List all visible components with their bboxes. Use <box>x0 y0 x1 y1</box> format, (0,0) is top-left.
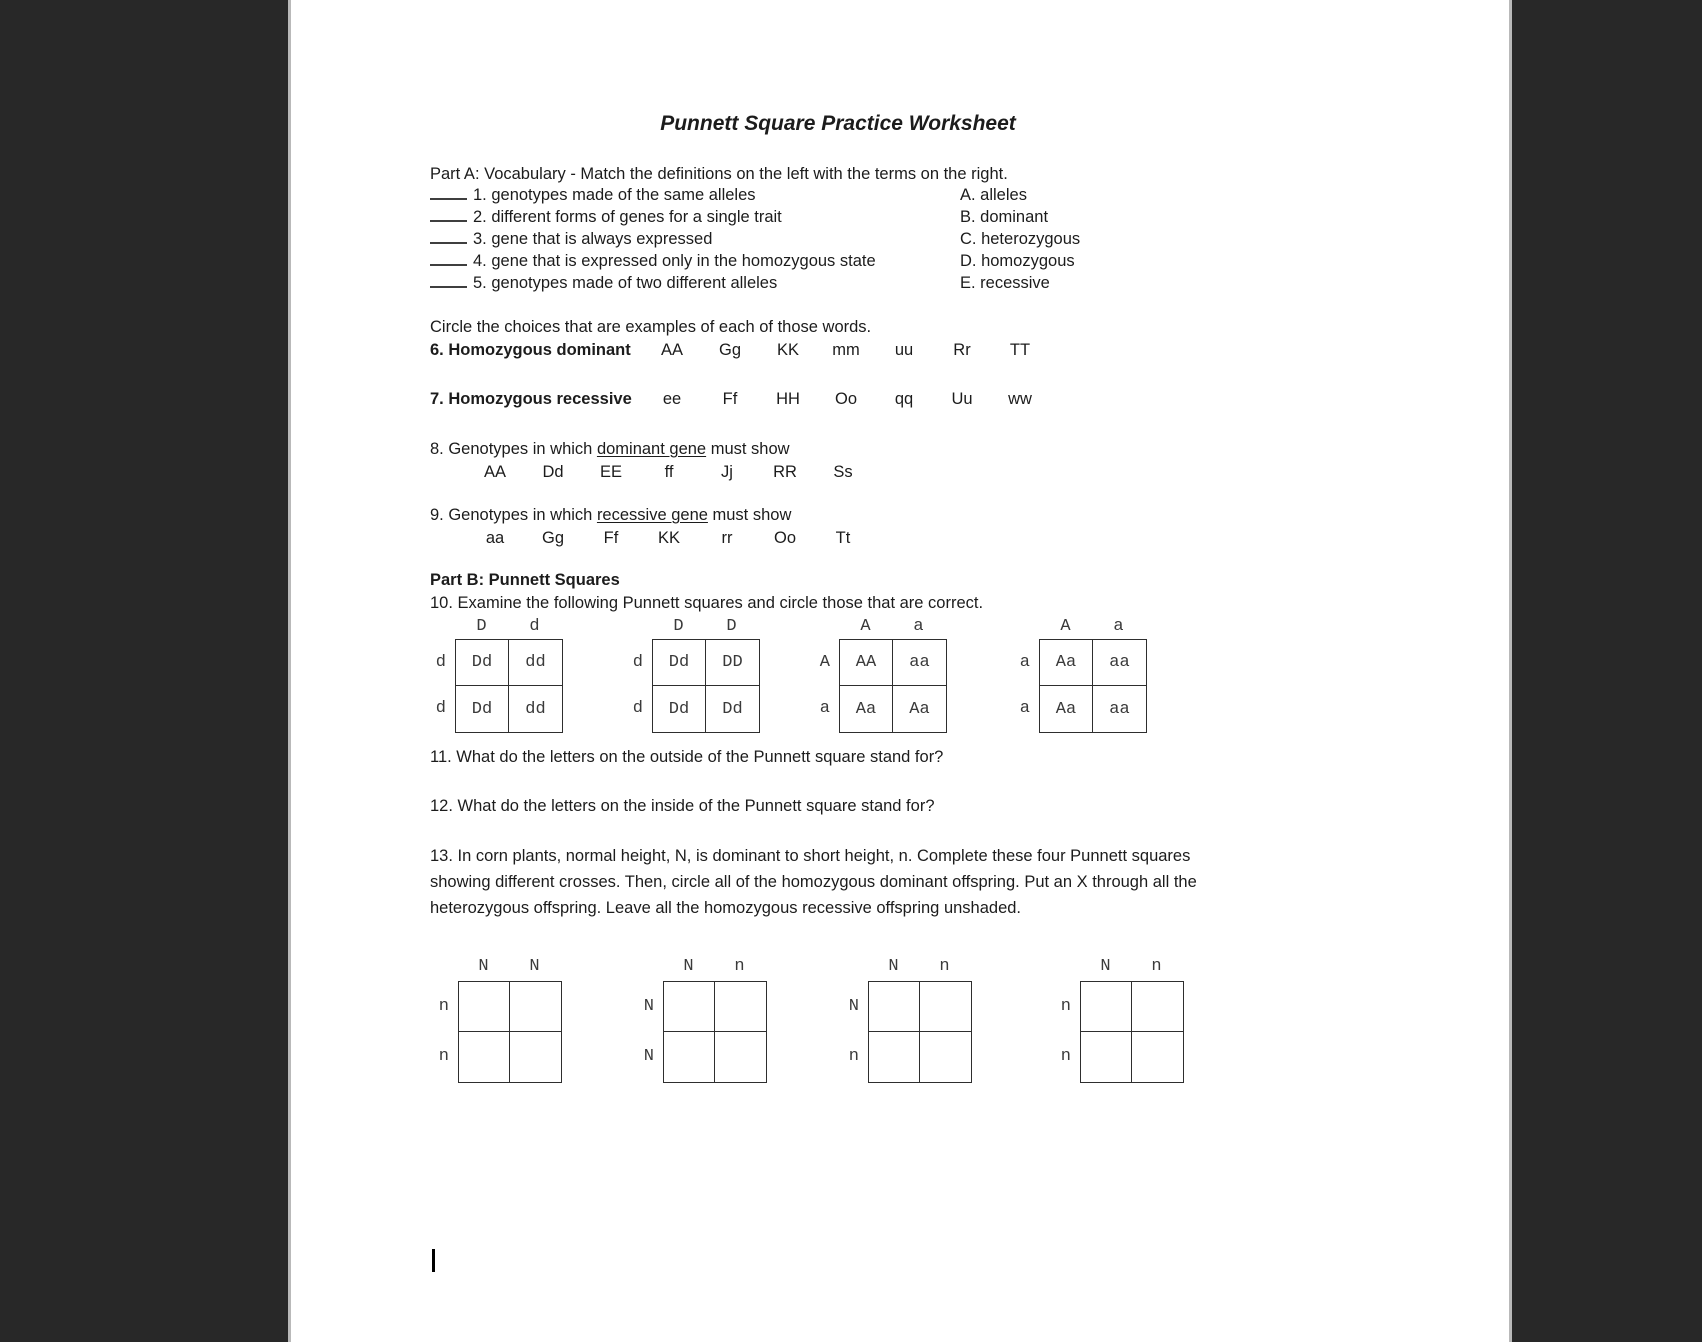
punnett-cell: AA <box>840 640 893 686</box>
punnett-row-labels <box>427 639 455 733</box>
punnett-row-label: d <box>435 652 446 672</box>
punnett-cell <box>715 982 766 1032</box>
punnett-cell: Aa <box>1040 640 1093 686</box>
genotype-option: mm <box>832 341 860 359</box>
punnett-row-label: n <box>438 1046 449 1066</box>
genotype-option: Jj <box>721 463 733 481</box>
punnett-row-labels <box>430 981 458 1083</box>
answer-blank <box>430 186 467 200</box>
question-13-line: 13. In corn plants, normal height, N, is dominant to short height, n. Complete these four Punnett squares <box>430 847 1191 865</box>
circle-instructions: Circle the choices that are examples of each of those words. <box>430 318 872 336</box>
question-9-text-suffix: must show <box>707 506 792 524</box>
answer-blank <box>430 208 467 222</box>
punnett-cell: aa <box>893 640 946 686</box>
question-9-text: 9. Genotypes in which <box>430 506 597 524</box>
match-row <box>430 250 1075 272</box>
definition-text: 5. genotypes made of two different alleles <box>473 274 778 292</box>
punnett-grid <box>458 981 562 1083</box>
punnett-cell <box>1081 982 1132 1032</box>
punnett-square <box>430 957 562 1083</box>
question-13-line: showing different crosses. Then, circle all of the homozygous dominant offspring. Put an X through all the <box>430 873 1197 891</box>
matching-section <box>430 184 1081 294</box>
genotype-option: AA <box>660 341 683 359</box>
question-9-underlined-term: recessive gene <box>596 506 708 524</box>
genotype-option: qq <box>894 390 914 408</box>
punnett-cell <box>1081 1032 1132 1082</box>
question-12: 12. What do the letters on the inside of the Punnett square stand for? <box>430 797 935 815</box>
question-7-label: 7. Homozygous recessive <box>430 390 632 408</box>
punnett-col-label: n <box>939 957 950 976</box>
genotype-option: Oo <box>834 390 857 408</box>
punnett-cell <box>869 1032 920 1082</box>
punnett-row-label: a <box>1019 652 1030 672</box>
genotype-option: Tt <box>835 529 851 547</box>
genotype-option: Ff <box>722 390 738 408</box>
definition-text: 4. gene that is expressed only in the homozygous state <box>473 252 876 270</box>
term-text: B. dominant <box>960 208 1049 226</box>
question-8-options <box>466 461 872 483</box>
punnett-row-labels <box>840 981 868 1083</box>
punnett-row-label: N <box>643 1046 654 1066</box>
punnett-square <box>624 617 760 733</box>
genotype-option: EE <box>599 463 622 481</box>
punnett-col-label: N <box>1100 957 1111 976</box>
punnett-col-labels <box>1080 957 1184 981</box>
worksheet-page[interactable] <box>288 0 1512 1342</box>
punnett-col-label: D <box>726 617 737 636</box>
punnett-row-labels <box>624 639 652 733</box>
genotype-option: Ss <box>833 463 853 481</box>
punnett-cell: Dd <box>653 640 706 686</box>
question-7-options <box>643 390 1049 408</box>
punnett-cell <box>869 982 920 1032</box>
question-10-punnett-squares <box>291 617 1509 737</box>
worksheet-title: Punnett Square Practice Worksheet <box>660 112 1016 135</box>
punnett-row-label: d <box>632 698 643 718</box>
punnett-row-label: a <box>1019 698 1030 718</box>
genotype-option: Gg <box>541 529 564 547</box>
term-text: C. heterozygous <box>960 230 1081 248</box>
question-8-text: 8. Genotypes in which <box>430 440 597 458</box>
punnett-row-label: n <box>1060 996 1071 1016</box>
match-row <box>430 206 1049 228</box>
punnett-cell: Aa <box>1040 686 1093 732</box>
punnett-square <box>1011 617 1147 733</box>
punnett-grid <box>652 639 760 733</box>
genotype-option: Gg <box>718 341 741 359</box>
punnett-cell <box>459 982 510 1032</box>
punnett-row-labels <box>635 981 663 1083</box>
punnett-col-label: a <box>913 617 924 636</box>
punnett-grid <box>663 981 767 1083</box>
punnett-row-label: n <box>438 996 449 1016</box>
answer-blank <box>430 274 467 288</box>
punnett-cell <box>1132 1032 1183 1082</box>
punnett-col-label: n <box>734 957 745 976</box>
question-10: 10. Examine the following Punnett squares and circle those that are correct. <box>430 594 984 612</box>
punnett-cell: Aa <box>909 699 930 719</box>
punnett-col-labels <box>839 617 947 639</box>
match-row <box>430 184 1027 206</box>
punnett-cell <box>510 1032 561 1082</box>
genotype-option: ff <box>664 463 674 481</box>
punnett-col-labels <box>455 617 563 639</box>
punnett-cell <box>459 1032 510 1082</box>
definition-text: 3. gene that is always expressed <box>473 230 713 248</box>
part-b-heading: Part B: Punnett Squares <box>430 571 620 589</box>
question-8-underlined-term: dominant gene <box>596 440 707 458</box>
punnett-col-label: N <box>888 957 899 976</box>
punnett-cell <box>1132 982 1183 1032</box>
match-row <box>430 228 1081 250</box>
genotype-option: ee <box>662 390 682 408</box>
question-9-options <box>466 527 872 549</box>
punnett-row-label: d <box>435 698 446 718</box>
punnett-row-labels <box>1011 639 1039 733</box>
question-8-text-suffix: must show <box>706 440 790 458</box>
punnett-cell: aa <box>1109 699 1130 719</box>
punnett-row-label: d <box>632 652 643 672</box>
definition-text: 1. genotypes made of the same alleles <box>473 186 756 204</box>
punnett-cell <box>664 1032 715 1082</box>
genotype-option: Dd <box>542 463 564 481</box>
punnett-row-labels <box>811 639 839 733</box>
genotype-option: AA <box>483 463 506 481</box>
genotype-option: RR <box>773 463 797 481</box>
term-text: A. alleles <box>960 186 1027 204</box>
punnett-cell <box>920 982 971 1032</box>
punnett-col-label: A <box>860 617 871 636</box>
punnett-cell: Dd <box>456 640 509 686</box>
punnett-row-label: N <box>848 996 859 1016</box>
genotype-option: HH <box>776 390 800 408</box>
punnett-row-label: n <box>848 1046 859 1066</box>
punnett-col-label: N <box>478 957 489 976</box>
punnett-square <box>1052 957 1184 1083</box>
punnett-col-label: N <box>683 957 694 976</box>
punnett-square <box>811 617 947 733</box>
punnett-grid <box>455 639 563 733</box>
genotype-option: Ff <box>603 529 619 547</box>
punnett-col-labels <box>663 957 767 981</box>
term-text: E. recessive <box>960 274 1050 292</box>
punnett-grid <box>1039 639 1147 733</box>
punnett-col-label: A <box>1060 617 1071 636</box>
punnett-cell <box>664 982 715 1032</box>
punnett-cell: Dd <box>456 686 509 732</box>
question-7 <box>430 388 1049 410</box>
punnett-grid <box>868 981 972 1083</box>
punnett-col-label: D <box>476 617 487 636</box>
genotype-option: Oo <box>773 529 796 547</box>
punnett-grid <box>1080 981 1184 1083</box>
question-11: 11. What do the letters on the outside of the Punnett square stand for? <box>430 748 944 766</box>
genotype-option: TT <box>1009 341 1031 359</box>
punnett-cell: dd <box>509 640 562 686</box>
punnett-row-label: n <box>1060 1046 1071 1066</box>
genotype-option: uu <box>894 341 914 359</box>
punnett-cell: Dd <box>722 699 743 719</box>
punnett-square <box>840 957 972 1083</box>
genotype-option: rr <box>721 529 733 547</box>
question-6-options <box>643 341 1049 359</box>
question-9 <box>430 504 791 526</box>
genotype-option: KK <box>776 341 799 359</box>
question-13-line: heterozygous offspring. Leave all the homozygous recessive offspring unshaded. <box>430 899 1022 917</box>
question-6-label: 6. Homozygous dominant <box>430 341 631 359</box>
question-8 <box>430 438 790 460</box>
question-13-punnett-squares <box>291 957 1509 1087</box>
punnett-cell: Dd <box>653 686 706 732</box>
punnett-col-label: d <box>529 617 540 636</box>
punnett-col-label: D <box>673 617 684 636</box>
genotype-option: Uu <box>951 390 973 408</box>
punnett-cell <box>920 1032 971 1082</box>
punnett-row-labels <box>1052 981 1080 1083</box>
punnett-col-label: N <box>529 957 540 976</box>
answer-blank <box>430 252 467 266</box>
genotype-option: KK <box>657 529 680 547</box>
punnett-grid <box>839 639 947 733</box>
genotype-option: ww <box>1008 390 1032 408</box>
punnett-col-labels <box>652 617 760 639</box>
punnett-cell: DD <box>706 640 759 686</box>
term-text: D. homozygous <box>960 252 1075 270</box>
punnett-col-label: n <box>1151 957 1162 976</box>
punnett-cell <box>510 982 561 1032</box>
definition-text: 2. different forms of genes for a single trait <box>473 208 782 226</box>
punnett-cell: aa <box>1093 640 1146 686</box>
punnett-square <box>427 617 563 733</box>
punnett-cell <box>715 1032 766 1082</box>
question-6 <box>430 339 1049 361</box>
punnett-col-labels <box>1039 617 1147 639</box>
genotype-option: Rr <box>953 341 971 359</box>
text-cursor <box>432 1249 435 1272</box>
punnett-col-label: a <box>1113 617 1124 636</box>
punnett-row-label: A <box>819 652 830 672</box>
punnett-row-label: a <box>819 698 830 718</box>
match-row <box>430 272 1050 294</box>
punnett-row-label: N <box>643 996 654 1016</box>
genotype-option: aa <box>485 529 505 547</box>
part-a-heading: Part A: Vocabulary - Match the definitions on the left with the terms on the right. <box>430 165 1008 183</box>
punnett-square <box>635 957 767 1083</box>
punnett-col-labels <box>458 957 562 981</box>
answer-blank <box>430 230 467 244</box>
question-13 <box>430 843 1220 921</box>
punnett-col-labels <box>868 957 972 981</box>
punnett-cell: Aa <box>840 686 893 732</box>
punnett-cell: dd <box>525 699 546 719</box>
